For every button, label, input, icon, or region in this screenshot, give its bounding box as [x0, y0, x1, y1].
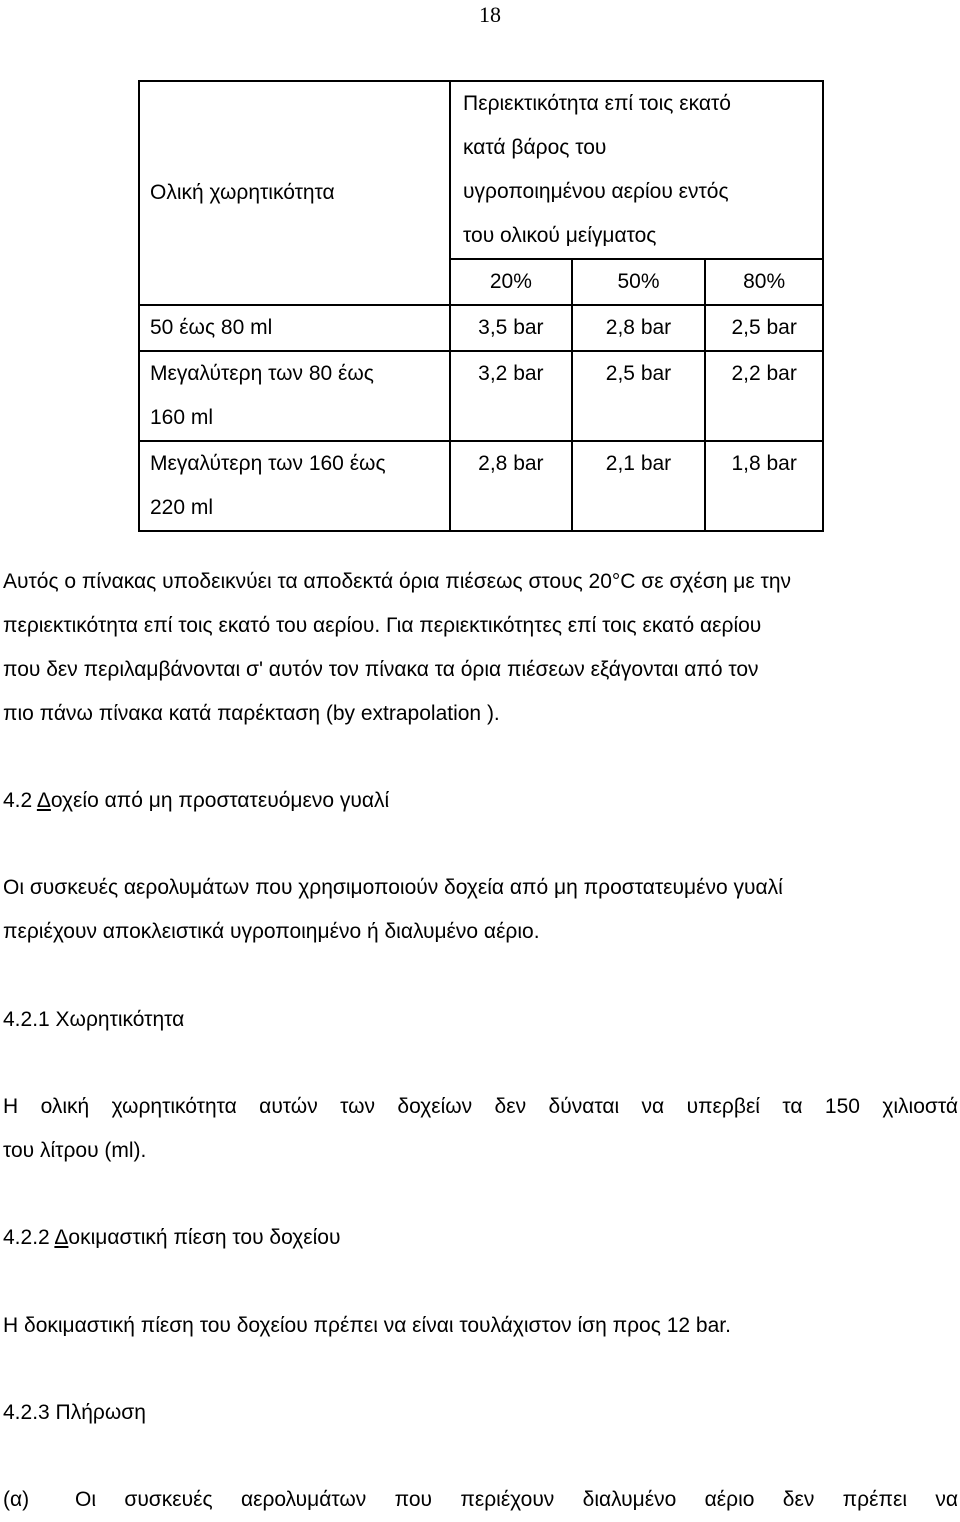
- section-4-2-1-body: Η ολική χωρητικότητα αυτών των δοχείων δεν δύναται να υπερβεί τα 150 χιλιοστά του λίτρου (ml).: [3, 1095, 958, 1162]
- section-heading-4-2-3: 4.2.3 Πλήρωση: [3, 1401, 146, 1424]
- section-heading-4-2: 4.2 Δοχείο από μη προστατευόμενο γυαλί: [3, 789, 390, 812]
- percent-header-80: 80%: [705, 259, 823, 305]
- pressure-cell: 1,8 bar: [705, 441, 823, 531]
- capacity-cell: Μεγαλύτερη των 160 έως 220 ml: [139, 441, 450, 531]
- content-header-line: κατά βάρος του: [463, 136, 607, 159]
- list-item-text: Οι συσκευές αερολυμάτων που περιέχουν διαλυμένο αέριο δεν πρέπει να: [75, 1488, 958, 1511]
- list-item: [3, 1478, 958, 1522]
- section-4-2-body: Οι συσκευές αερολυμάτων που χρησιμοποιούν δοχεία από μη προστατευμένο γυαλί περιέχουν αποκλειστικά υγροποιημένο ή διαλυμένο αέριο.: [3, 876, 783, 943]
- pressure-cell: 2,8 bar: [450, 441, 572, 531]
- capacity-cell: 50 έως 80 ml: [139, 305, 450, 351]
- percent-header-20: 20%: [450, 259, 572, 305]
- table-row: [139, 351, 823, 441]
- pressure-cell: 2,2 bar: [705, 351, 823, 441]
- pressure-cell: 2,1 bar: [572, 441, 706, 531]
- page-number: 18: [479, 2, 501, 27]
- capacity-cell: Μεγαλύτερη των 80 έως 160 ml: [139, 351, 450, 441]
- list-item-label: (α): [3, 1488, 30, 1511]
- section-heading-4-2-1: 4.2.1 Χωρητικότητα: [3, 1008, 185, 1031]
- table-header-row: [139, 81, 823, 259]
- pressure-cell: 2,5 bar: [705, 305, 823, 351]
- pressure-cell: 3,2 bar: [450, 351, 572, 441]
- content-header-line: Περιεκτικότητα επί τοις εκατό: [463, 92, 731, 115]
- table-note-paragraph: Αυτός ο πίνακας υποδεικνύει τα αποδεκτά όρια πιέσεως στους 20°C σε σχέση με την περιεκτικότητα επί τοις εκατό του αερίου. Για περιεκτικότητες επί τοις εκατό αερίου που δεν περιλαμβάνονται σ' αυτόν τον πίνακα τα όρια πιέσεων εξάγονται από τον πιο πάνω πίνακα κατά παρέκταση (by extrapolation ).: [3, 570, 792, 725]
- table-row: [139, 441, 823, 531]
- pressure-cell: 2,5 bar: [572, 351, 706, 441]
- capacity-header: Ολική χωρητικότητα: [139, 81, 450, 305]
- pressure-cell: 2,8 bar: [572, 305, 706, 351]
- section-heading-4-2-2: 4.2.2 Δοκιμαστική πίεση του δοχείου: [3, 1226, 341, 1249]
- section-4-2-2-body: Η δοκιμαστική πίεση του δοχείου πρέπει να είναι τουλάχιστον ίση προς 12 bar.: [3, 1314, 731, 1337]
- table-row: [139, 305, 823, 351]
- percent-header-50: 50%: [572, 259, 706, 305]
- pressure-limits-table: [138, 80, 824, 532]
- content-header-line: υγροποιημένου αερίου εντός: [463, 180, 729, 203]
- content-header-line: του ολικού μείγματος: [463, 224, 657, 247]
- pressure-cell: 3,5 bar: [450, 305, 572, 351]
- content-header: [450, 81, 823, 259]
